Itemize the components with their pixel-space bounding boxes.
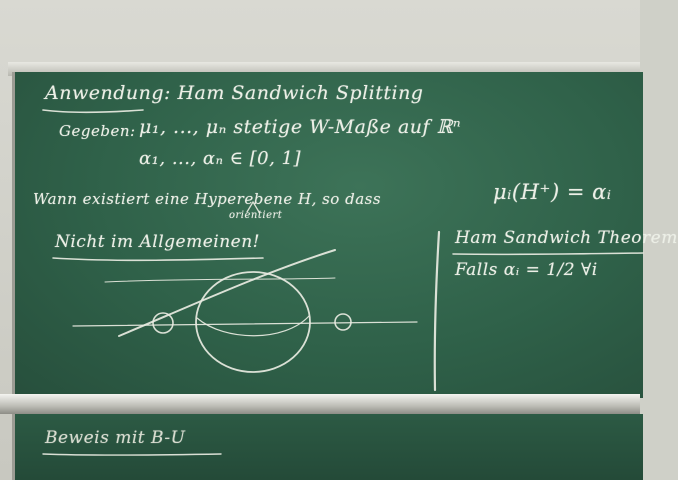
proof-heading: Beweis mit B-U [45,428,186,448]
theorem-underline [453,253,643,254]
question-line: Wann existiert eine Hyperebene H, so dass [33,190,382,208]
alphas-line: α₁, ..., αₙ ∈ [0, 1] [139,148,302,169]
inserted-word: orientiert [229,210,283,221]
small-circle-right [335,314,351,330]
chalkboard-upper [12,72,678,398]
small-circle-left [153,313,173,333]
horizontal-axis [73,322,417,326]
given-label: Gegeben: [59,122,136,140]
vertical-divider [435,232,439,390]
chalk-drawings [15,72,643,398]
not-general-underline [53,258,263,260]
chalk-tray [0,394,640,414]
board-title: Anwendung: Ham Sandwich Splitting [45,82,424,104]
big-circle [196,272,310,372]
theorem-condition: Falls αᵢ = 1/2 ∀i [455,260,598,280]
circle-equator [197,316,309,336]
theorem-title: Ham Sandwich Theorem [455,228,678,248]
measures-line: μ₁, ..., μₙ stetige W-Maße auf ℝⁿ [139,116,462,138]
not-in-general: Nicht im Allgemeinen! [55,232,260,252]
split-formula: μᵢ(H⁺) = αᵢ [493,180,612,204]
insert-caret [247,202,259,212]
chalkboard-lower [12,414,643,480]
title-underline [43,110,143,112]
proof-underline-drawing [15,414,643,480]
